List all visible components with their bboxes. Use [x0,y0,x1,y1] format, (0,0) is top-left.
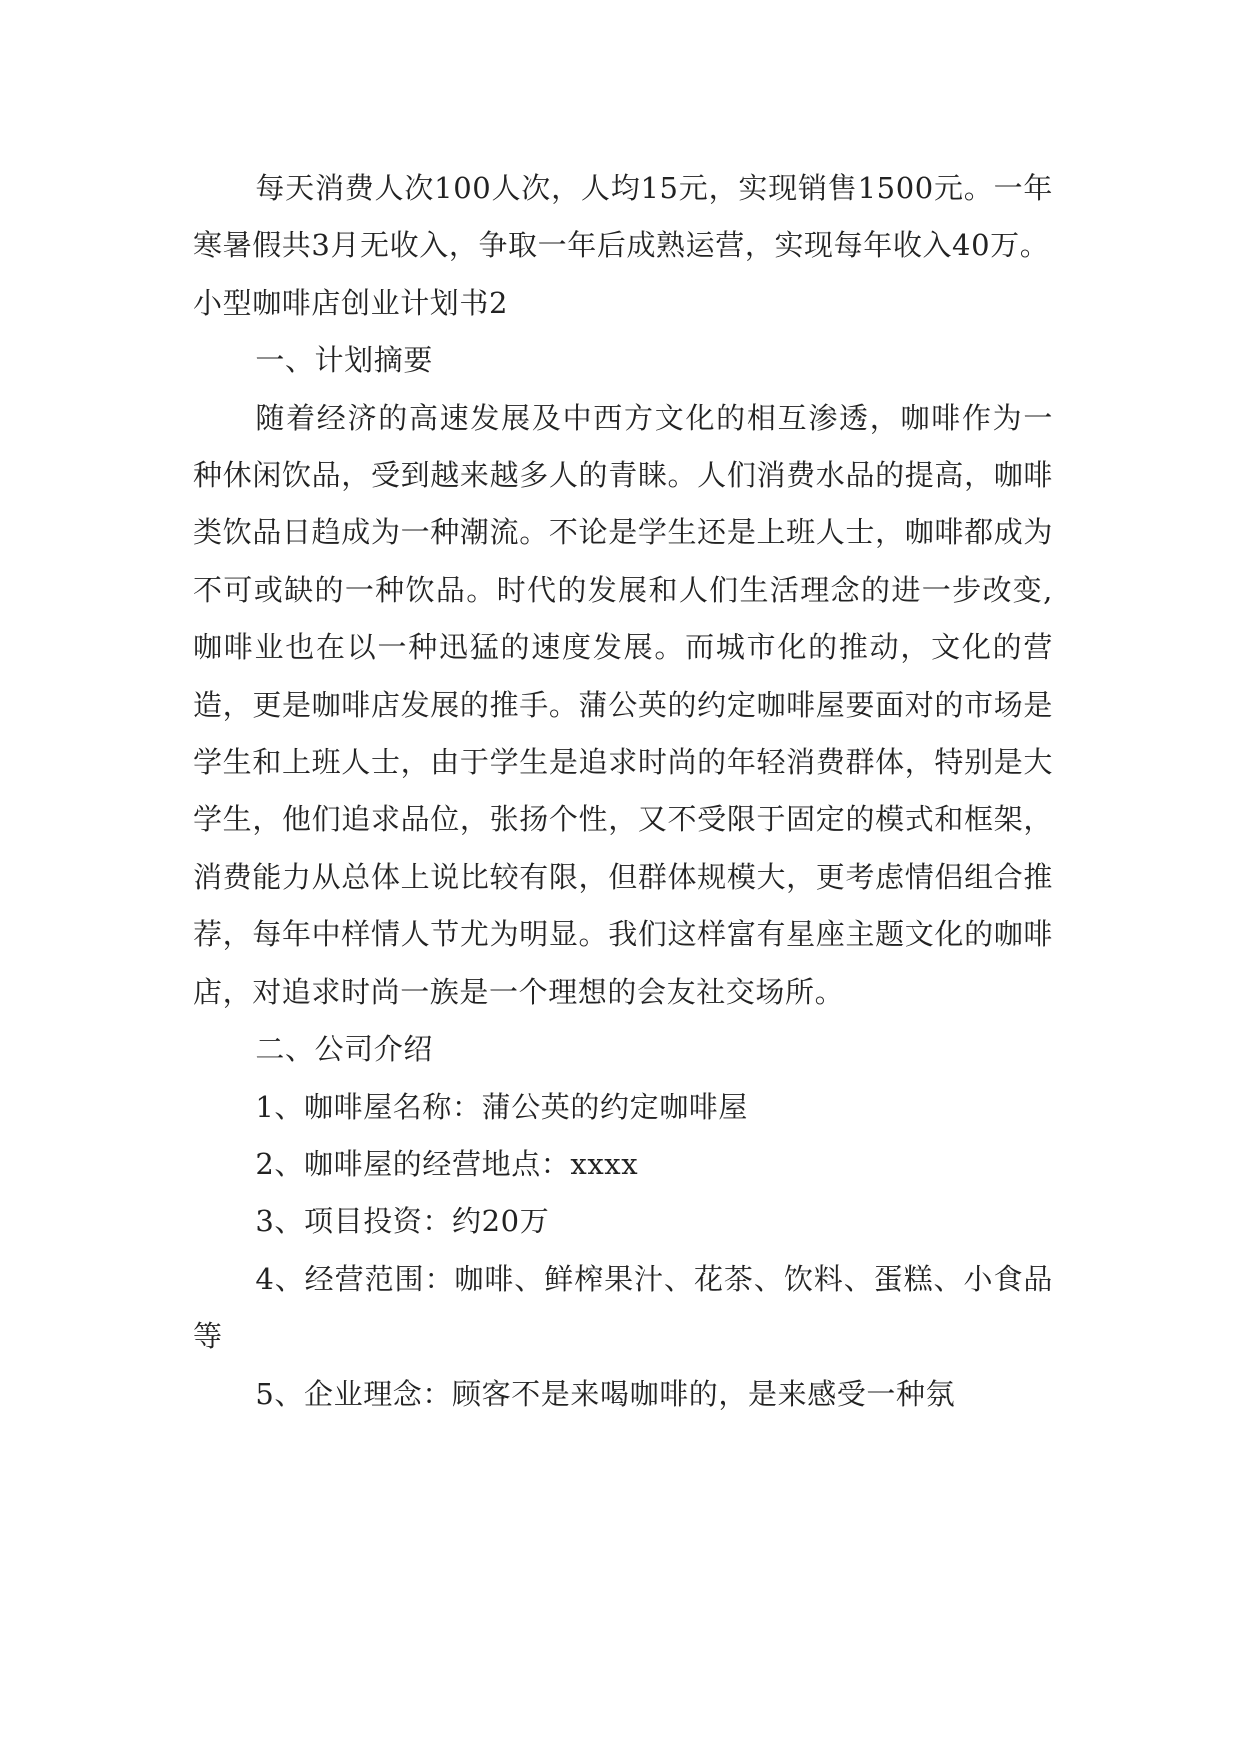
item-cafe-name: 1、咖啡屋名称：蒲公英的约定咖啡屋 [255,1089,748,1124]
item-investment: 3、项目投资：约20万 [255,1204,550,1239]
section-title: 小型咖啡店创业计划书2 [193,285,509,320]
item-business-philosophy: 5、企业理念：顾客不是来喝咖啡的，是来感受一种氛 [255,1376,956,1411]
paragraph-sales-summary: 每天消费人次100人次，人均15元，实现销售1500元。一年寒暑假共3月无收入，争取一年后成熟运营，实现每年收入40万。 [193,171,1053,263]
item-cafe-location: 2、咖啡屋的经营地点：xxxx [255,1146,639,1181]
item-business-scope: 4、经营范围：咖啡、鲜榨果汁、花茶、饮料、蛋糕、小食品等 [193,1261,1053,1354]
heading-plan-summary: 一、计划摘要 [255,343,433,378]
paragraph-plan-summary: 随着经济的高速发展及中西方文化的相互渗透，咖啡作为一种休闲饮品，受到越来越多人的青睐。人们消费水品的提高，咖啡类饮品日趋成为一种潮流。不论是学生还是上班人士，咖啡都成为不可或缺的一种饮品。时代的发展和人们生活理念的进一步改变,咖啡业也在以一种迅猛的速度发展。而城市化的推动，文化的营造，更是咖啡店发展的推手。蒲公英的约定咖啡屋要面对的市场是学生和上班人士，由于学生是追求时尚的年轻消费群体，特别是大学生，他们追求品位，张扬个性，又不受限于固定的模式和框架，消费能力从总体上说比较有限，但群体规模大，更考虑情侣组合推荐，每年中样情人节尤为明显。我们这样富有星座主题文化的咖啡店，对追求时尚一族是一个理想的会友社交场所。 [193,400,1053,1009]
document-body [193,160,1053,1423]
heading-company-intro: 二、公司介绍 [255,1032,433,1067]
